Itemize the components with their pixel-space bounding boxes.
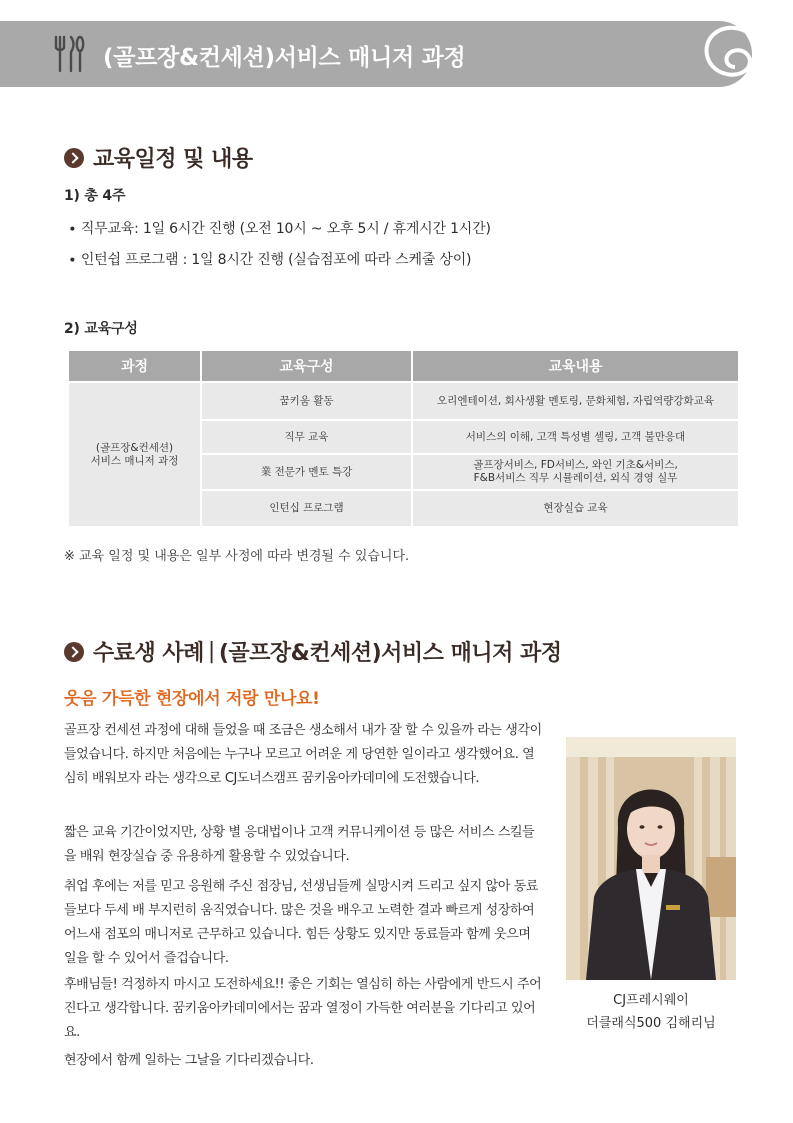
page-title: (골프장&컨세션)서비스 매니저 과정	[103, 45, 466, 71]
table-cell-content: 서비스의 이해, 고객 특성별 셀링, 고객 불만응대	[412, 420, 739, 454]
table-row	[68, 382, 739, 420]
table-header-row	[68, 350, 739, 382]
utensils-icon	[52, 34, 86, 74]
graduate-photo	[566, 737, 736, 980]
case-paragraph-1: 골프장 컨세션 과정에 대해 들었을 때 조금은 생소해서 내가 잘 할 수 있을까 라는 생각이 들었습니다. 하지만 처음에는 누구나 모르고 어려운 게 당연한 일이라고 생각했어요. 열심히 배워보자 라는 생각으로 CJ도너스캠프 꿈키움아카데미에 도전했습니다.	[64, 723, 542, 786]
table-cell-content: 오리엔테이션, 회사생활 멘토링, 문화체험, 자립역량강화교육	[412, 382, 739, 420]
case-heading-left: 수료생 사례	[93, 641, 204, 666]
table-cell-content-line1: 골프장서비스, FD서비스, 와인 기초&서비스,	[473, 459, 678, 471]
table-cell-content-line2: F&B서비스 직무 시뮬레이션, 외식 경영 실무	[473, 472, 678, 484]
table-cell-course	[68, 382, 201, 527]
case-paragraph-4: 후배님들! 걱정하지 마시고 도전하세요!! 좋은 기회는 열심히 하는 사람에게 반드시 주어진다고 생각합니다. 꿈키움아카데미에서는 꿈과 열정이 가득한 여러분을 기다리고 있어요.	[64, 977, 542, 1040]
curriculum-table	[67, 349, 740, 528]
table-cell-composition: 꿈키움 활동	[201, 382, 412, 420]
brand-logo-icon	[695, 23, 753, 85]
case-paragraph-3: 취업 후에는 저를 믿고 응원해 주신 점장님, 선생님들께 실망시켜 드리고 싶지 않아 동료들보다 두세 배 부지런히 움직였습니다. 많은 것을 배우고 노력한 결과 빠르게 성장하여 어느새 점포의 매니저로 근무하고 있습니다. 힘든 상황도 있지만 동료들과 함께 웃으며 일을 할 수 있어서 즐겁습니다.	[64, 879, 539, 966]
chevron-right-icon	[64, 148, 84, 168]
photo-caption-name: 더클래식500 김해리님	[586, 1016, 716, 1031]
table-cell-composition: 인턴십 프로그램	[201, 490, 412, 527]
schedule-heading-text: 교육일정 및 내용	[93, 147, 253, 172]
schedule-item-duration: 1) 총 4주	[64, 188, 126, 204]
schedule-note: ※ 교육 일정 및 내용은 일부 사정에 따라 변경될 수 있습니다.	[64, 549, 410, 564]
table-header-course: 과정	[68, 350, 201, 382]
schedule-bullet-internship: ∙ 인턴쉽 프로그램 : 1일 8시간 진행 (실습점포에 따라 스케줄 상이)	[68, 252, 472, 268]
course-name-line2: 서비스 매니저 과정	[90, 454, 179, 467]
table-cell-composition: 業 전문가 멘토 특강	[201, 454, 412, 490]
chevron-right-icon	[64, 642, 84, 662]
table-header-content: 교육내용	[412, 350, 739, 382]
table-cell-content: 현장실습 교육	[412, 490, 739, 527]
photo-caption-company: CJ프레시웨이	[613, 993, 689, 1008]
case-paragraph-5: 현장에서 함께 일하는 그날을 기다리겠습니다.	[64, 1053, 314, 1068]
case-section-heading	[64, 636, 562, 667]
schedule-section-heading	[64, 142, 253, 173]
schedule-item-composition: 2) 교육구성	[64, 321, 138, 337]
case-heading-right: (골프장&컨세션)서비스 매니저 과정	[218, 641, 562, 666]
case-paragraph-2: 짧은 교육 기간이었지만, 상황 별 응대법이나 고객 커뮤니케이션 등 많은 서비스 스킬들을 배워 현장실습 중 유용하게 활용할 수 있었습니다.	[64, 825, 535, 864]
case-heading-separator: |	[207, 639, 215, 664]
table-cell-composition: 직무 교육	[201, 420, 412, 454]
schedule-bullet-job-training: ∙ 직무교육: 1일 6시간 진행 (오전 10시 ~ 오후 5시 / 휴게시간 1시간)	[68, 221, 491, 237]
table-header-composition: 교육구성	[201, 350, 412, 382]
course-name-line1: (골프장&컨세션)	[95, 441, 174, 454]
table-cell-content	[412, 454, 739, 490]
case-headline: 웃음 가득한 현장에서 저랑 만나요!	[64, 689, 320, 709]
